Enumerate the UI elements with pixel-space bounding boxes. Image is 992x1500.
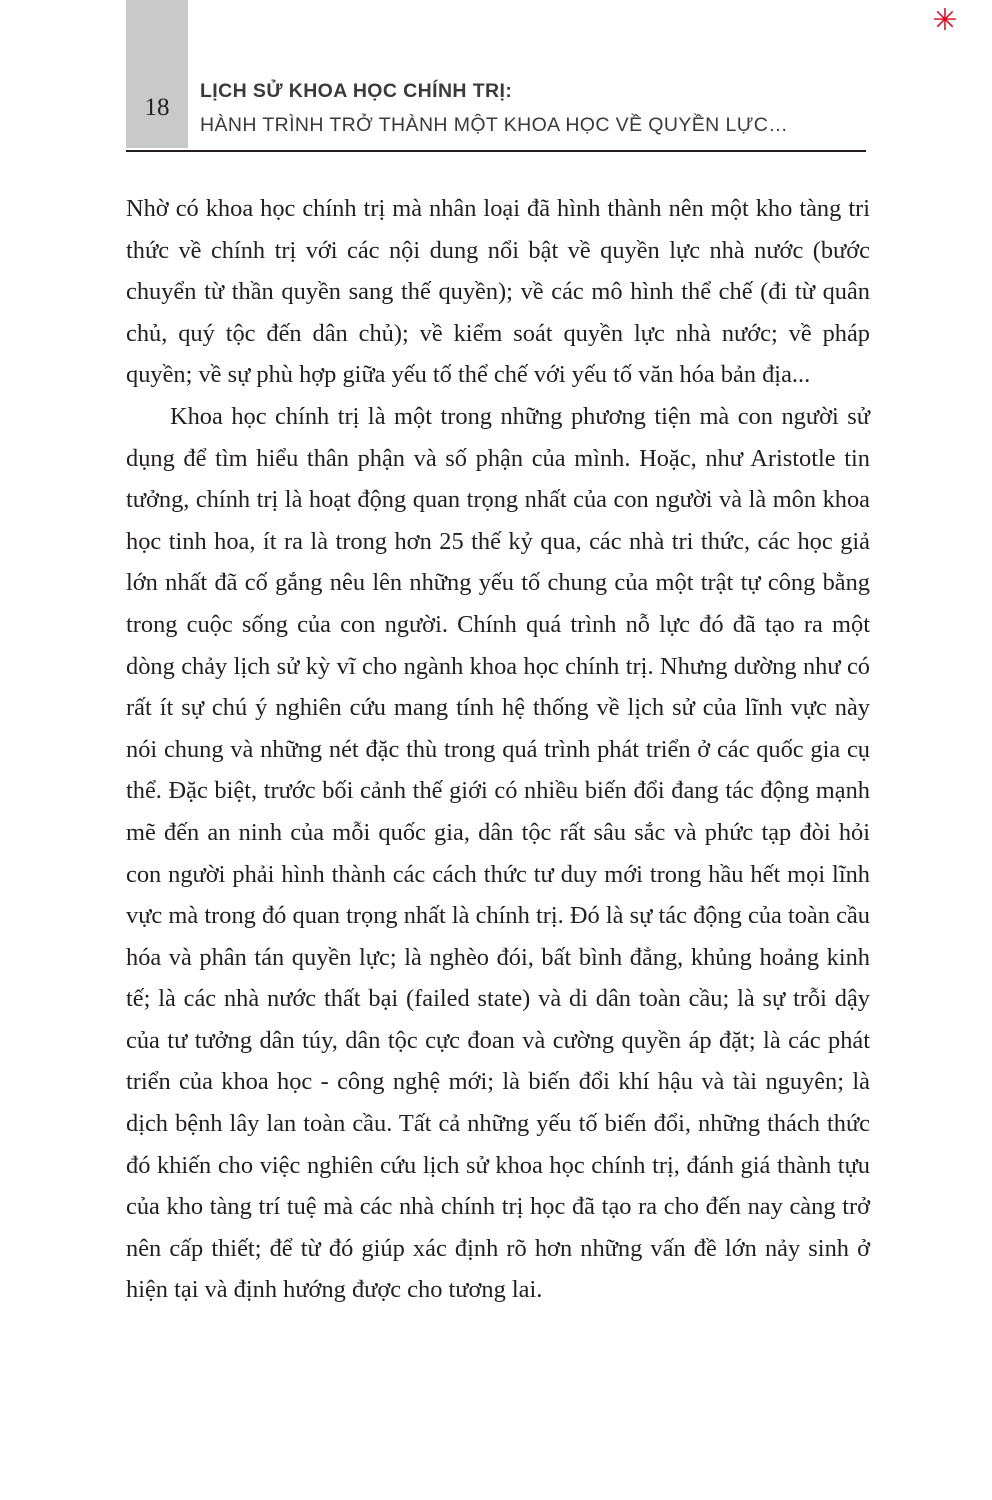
running-head-line-2: HÀNH TRÌNH TRỞ THÀNH MỘT KHOA HỌC VỀ QUYỀN LỰC…: [200, 114, 789, 136]
page-header: [126, 0, 866, 152]
page-number: 18: [144, 94, 170, 121]
paragraph: Nhờ có khoa học chính trị mà nhân loại đã hình thành nên một kho tàng tri thức về chính trị với các nội dung nổi bật về quyền lực nhà nước (bước chuyển từ thần quyền sang thế quyền); về các mô hình thể chế (đi từ quân chủ, quý tộc đến dân chủ); về kiểm soát quyền lực nhà nước; về pháp quyền; về sự phù hợp giữa yếu tố thể chế với yếu tố văn hóa bản địa...: [126, 195, 870, 389]
paragraph: Khoa học chính trị là một trong những phương tiện mà con người sử dụng để tìm hiểu thân phận và số phận của mình. Hoặc, như Aristotle tin tưởng, chính trị là hoạt động quan trọng nhất của con người và là môn khoa học tinh hoa, ít ra là trong hơn 25 thế kỷ qua, các nhà tri thức, các học giả lớn nhất đã cố gắng nêu lên những yếu tố chung của một trật tự công bằng trong cuộc sống của con người. Chính quá trình nỗ lực đó đã tạo ra một dòng chảy lịch sử kỳ vĩ cho ngành khoa học chính trị. Nhưng dường như có rất ít sự chú ý nghiên cứu mang tính hệ thống về lịch sử của lĩnh vực này nói chung và những nét đặc thù trong quá trình phát triển ở các quốc gia cụ thể. Đặc biệt, trước bối cảnh thế giới có nhiều biến đổi đang tác động mạnh mẽ đến an ninh của mỗi quốc gia, dân tộc rất sâu sắc và phức tạp đòi hỏi con người phải hình thành các cách thức tư duy mới trong hầu hết mọi lĩnh vực mà trong đó quan trọng nhất là chính trị. Đó là sự tác động của toàn cầu hóa và phân tán quyền lực; là nghèo đói, bất bình đẳng, khủng hoảng kinh tế; là các nhà nước thất bại (failed state) và di dân toàn cầu; là sự trỗi dậy của tư tưởng dân túy, dân tộc cực đoan và cường quyền áp đặt; là các phát triển của khoa học - công nghệ mới; là biến đổi khí hậu và tài nguyên; là dịch bệnh lây lan toàn cầu. Tất cả những yếu tố biến đổi, những thách thức đó khiến cho việc nghiên cứu lịch sử khoa học chính trị, đánh giá thành tựu của kho tàng trí tuệ mà các nhà chính trị học đã tạo ra cho đến nay càng trở nên cấp thiết; để từ đó giúp xác định rõ hơn những vấn đề lớn nảy sinh ở hiện tại và định hướng được cho tương lai.: [126, 402, 870, 1304]
running-head-line-1: LỊCH SỬ KHOA HỌC CHÍNH TRỊ:: [200, 80, 513, 102]
body-text: [126, 188, 870, 1311]
header-divider: [126, 150, 866, 152]
running-head: [200, 78, 866, 139]
folio-background: [126, 0, 188, 148]
asterisk-icon: ✳: [932, 3, 958, 38]
